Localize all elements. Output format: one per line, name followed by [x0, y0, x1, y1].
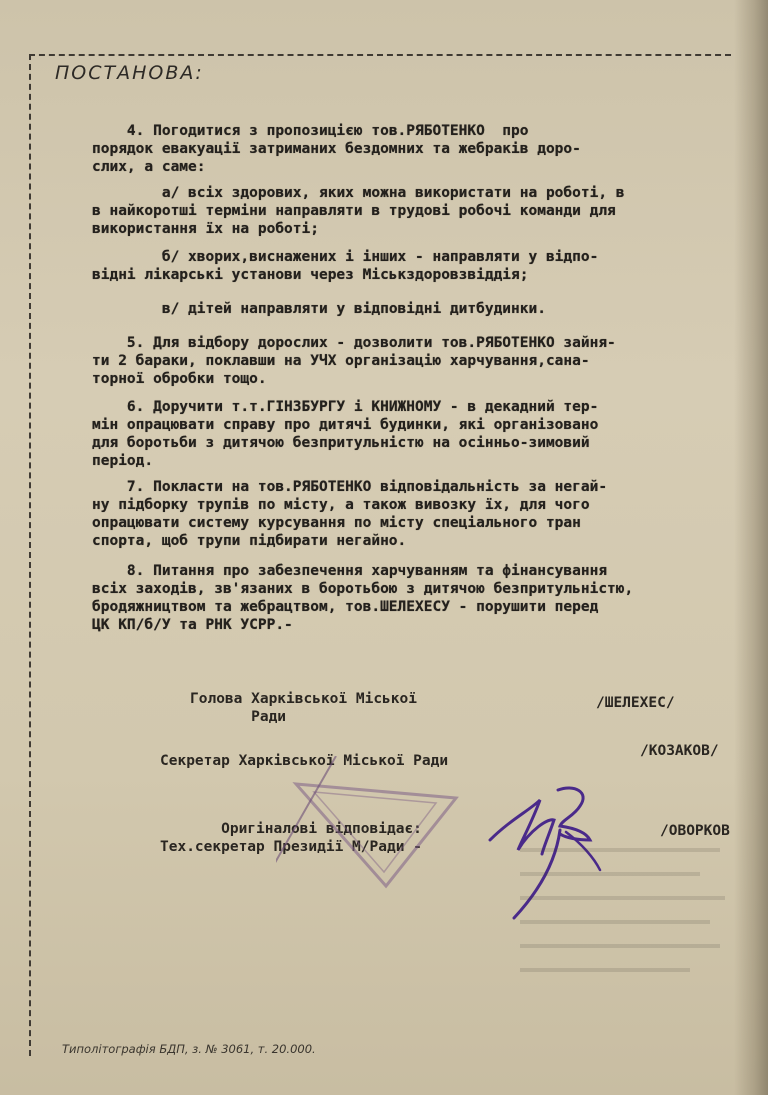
paragraph-4: 4. Погодитися з пропозицією тов.РЯБОТЕНКО про порядок евакуації затриманих бездомних та жебраків доро- слих, а саме:	[92, 123, 581, 175]
chair-name: /ШЕЛЕХЕС/	[596, 695, 675, 711]
secretary-title: Секретар Харківської Міської Ради	[160, 753, 449, 769]
certify-title: Оригіналові відповідає: Тех.секретар Президії М/Ради -	[160, 821, 422, 855]
print-imprint: Типолітографія БДП, з. № 3061, т. 20.000.	[62, 1042, 316, 1056]
chair-title: Голова Харківської Міської Ради	[190, 691, 417, 725]
paragraph-7: 7. Покласти на тов.РЯБОТЕНКО відповідальність за негай- ну підборку трупів по місту, а також вивозку їх, для чого опрацювати систему курсування по місту спеціального тран спорта, щоб трупи підбирати негайно.	[92, 479, 608, 549]
triangular-stamp	[276, 756, 476, 896]
paragraph-4a: а/ всіх здорових, яких можна використати на роботі, в в найкоротші терміни направляти в трудові робочі команди для використання їх на роботі;	[92, 185, 625, 237]
paragraph-5: 5. Для відбору дорослих - дозволити тов.РЯБОТЕНКО зайня- ти 2 бараки, поклавши на УЧХ організацію харчування,сана- торної обробки тощо.	[92, 335, 616, 387]
secretary-name: /КОЗАКОВ/	[640, 743, 719, 759]
paragraph-6: 6. Доручити т.т.ГІНЗБУРГУ і КНИЖНОМУ - в декадний тер- мін опрацювати справу про дитячі будинки, які організовано для боротьби з дитячою безпритульністю на осінньо-зимовий період.	[92, 399, 599, 469]
certify-name: /ОВОРКОВ	[660, 823, 730, 839]
reverse-side-bleed	[520, 830, 730, 1020]
page-edge-shadow	[734, 0, 768, 1095]
paragraph-4c: в/ дітей направляти у відповідні дитбудинки.	[92, 301, 546, 317]
document-heading: ПОСТАНОВА:	[55, 62, 204, 84]
paragraph-4b: б/ хворих,виснажених і інших - направляти у відпо- відні лікарські установи через Міськздоровзвіддія;	[92, 249, 599, 283]
paragraph-8: 8. Питання про забезпечення харчуванням та фінансування всіх заходів, зв'язаних в боротьбою з дитячою безпритульністю, бродяжництвом та жебрацтвом, тов.ШЕЛЕХЕСУ - порушити перед ЦК КП/б/У та РНК УСРР.-	[92, 563, 634, 633]
